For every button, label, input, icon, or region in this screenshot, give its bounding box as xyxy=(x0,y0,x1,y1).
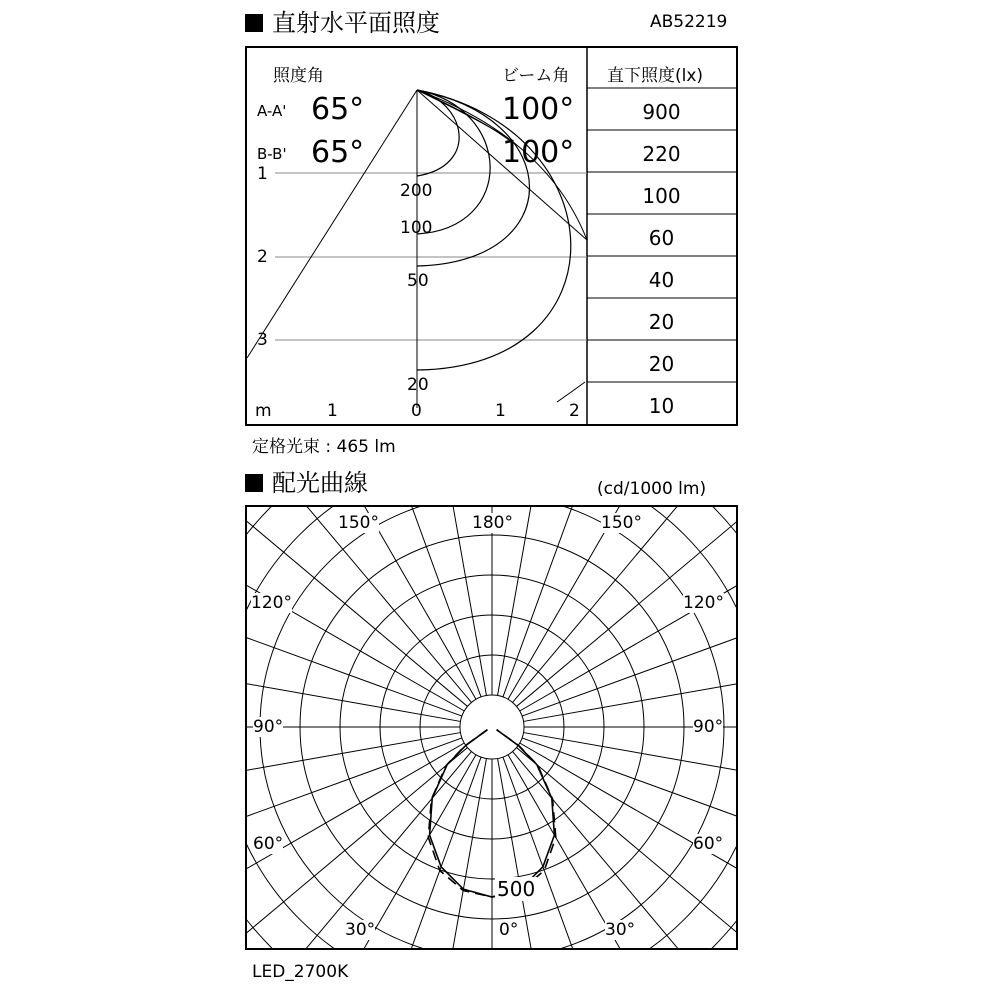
row-beam-a: 100° xyxy=(502,92,575,127)
center-lux-value: 100 xyxy=(642,184,681,208)
angle-label: 60° xyxy=(693,834,724,854)
row-label-b: B-B' xyxy=(257,145,287,163)
distance-label: 2 xyxy=(257,247,268,267)
light-source: LED_2700K xyxy=(252,962,349,982)
angle-label: 120° xyxy=(683,593,724,613)
distribution-panel xyxy=(245,505,738,950)
beam-angle-header: ビーム角 xyxy=(502,66,570,86)
angle-label: 0° xyxy=(499,920,519,940)
x-tick: 1 xyxy=(495,401,506,421)
angle-label: 120° xyxy=(251,593,292,613)
contour-label: 20 xyxy=(407,375,429,395)
contour-label: 50 xyxy=(407,271,429,291)
contour-label: 100 xyxy=(400,218,433,238)
center-lux-value: 10 xyxy=(648,394,675,418)
polar-ring xyxy=(460,695,524,759)
angle-label: 180° xyxy=(472,513,513,533)
contour-label: 200 xyxy=(400,181,433,201)
radius-label: 500 xyxy=(497,877,536,901)
center-lux-header: 直下照度(lx) xyxy=(607,66,704,86)
distance-label: 1 xyxy=(257,164,268,184)
row-beam-b: 100° xyxy=(502,135,575,170)
angle-label: 30° xyxy=(345,920,376,940)
angle-label: 150° xyxy=(338,513,379,533)
illuminance-panel xyxy=(245,46,738,426)
spread-line xyxy=(247,90,417,358)
edge-curve xyxy=(557,382,585,402)
distance-unit: m xyxy=(255,401,272,421)
polar-chart xyxy=(247,507,736,948)
distribution-unit: (cd/1000 lm) xyxy=(597,479,707,499)
center-lux-value: 40 xyxy=(648,268,675,292)
angle-label: 90° xyxy=(253,717,284,737)
angle-label: 30° xyxy=(605,920,636,940)
section-marker-icon xyxy=(245,474,263,492)
beam-spread-header: 照度角 xyxy=(273,66,324,86)
product-code: AB52219 xyxy=(650,12,728,32)
x-tick: 1 xyxy=(327,401,338,421)
angle-label: 60° xyxy=(253,834,284,854)
angle-label: 150° xyxy=(601,513,642,533)
rated-flux: 定格光束 : 465 lm xyxy=(252,437,396,457)
row-spread-a: 65° xyxy=(311,92,365,127)
illuminance-heading: 直射水平面照度 xyxy=(272,9,440,37)
center-lux-value: 20 xyxy=(648,310,675,334)
center-lux-value: 900 xyxy=(642,100,681,124)
distance-label: 3 xyxy=(257,330,268,350)
x-tick: 0 xyxy=(411,401,422,421)
distribution-heading: 配光曲線 xyxy=(272,469,368,497)
center-lux-value: 20 xyxy=(648,352,675,376)
center-lux-value: 60 xyxy=(648,226,675,250)
row-label-a: A-A' xyxy=(257,102,287,120)
angle-label: 90° xyxy=(693,717,724,737)
section-marker-icon xyxy=(245,14,263,32)
isolux-contours xyxy=(417,90,571,370)
x-tick: 2 xyxy=(569,401,580,421)
row-spread-b: 65° xyxy=(311,135,365,170)
center-lux-value: 220 xyxy=(642,142,681,166)
